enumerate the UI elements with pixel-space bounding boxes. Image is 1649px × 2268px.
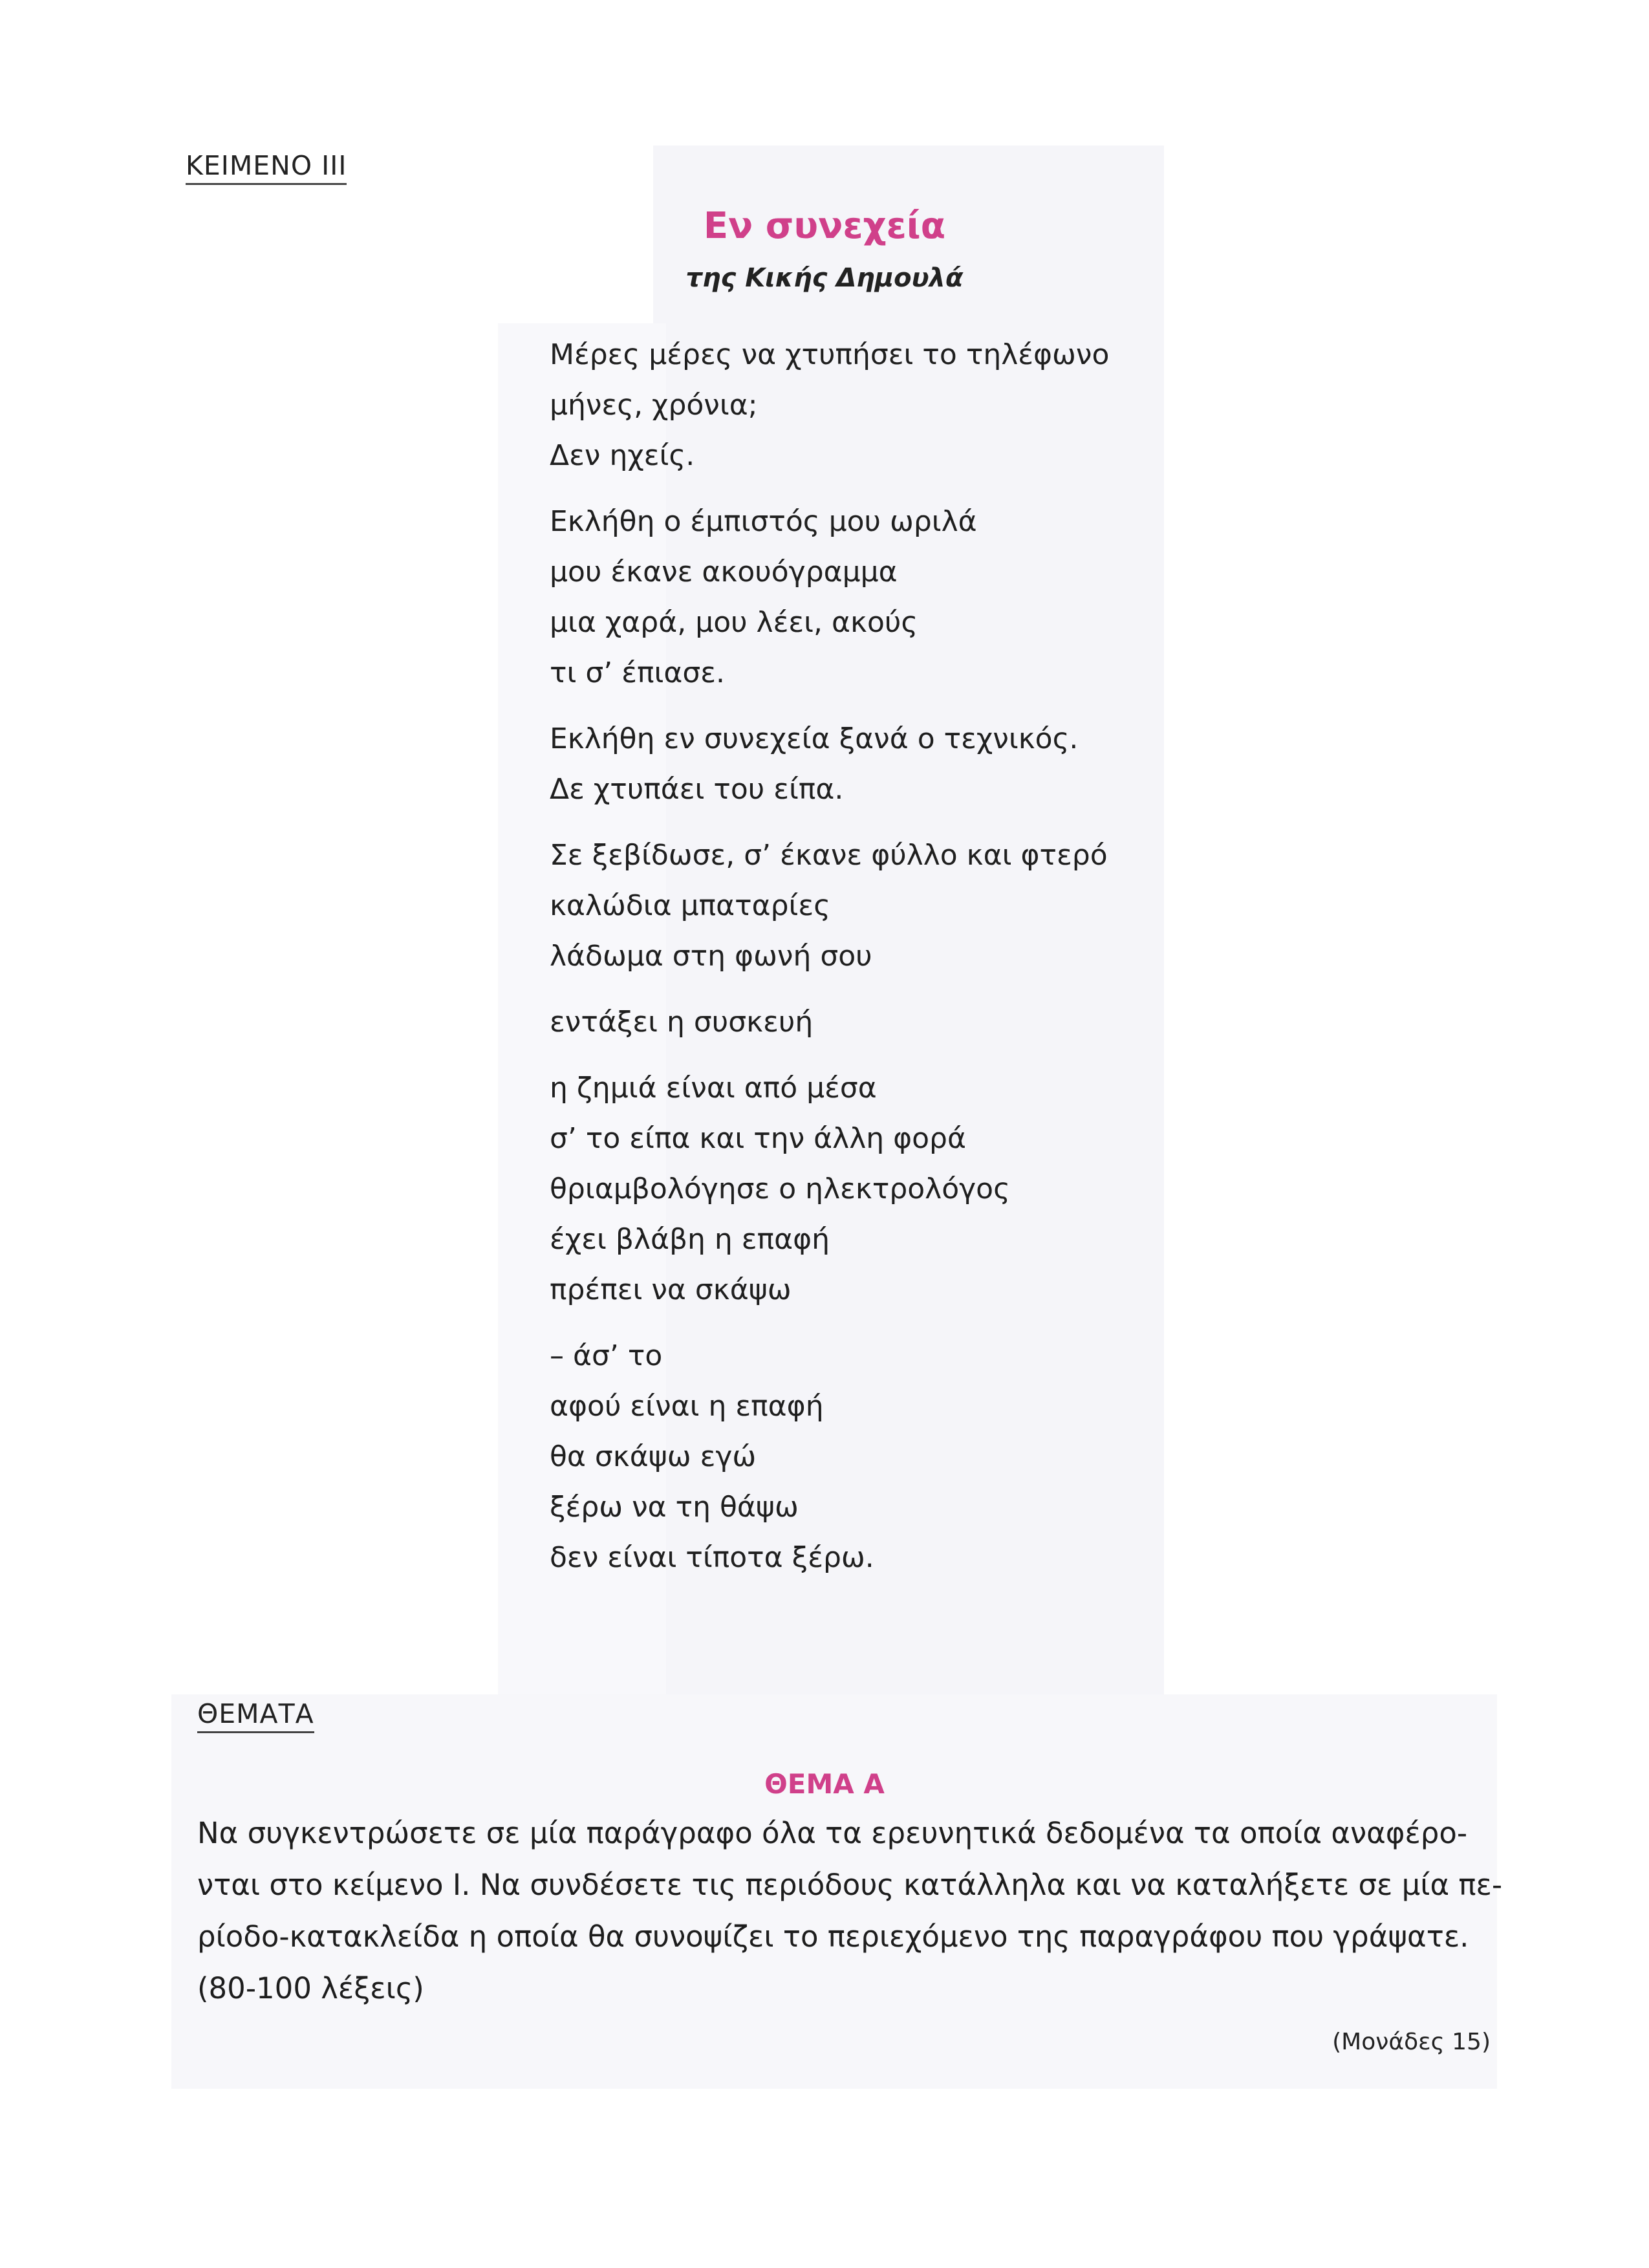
poem-line: εντάξει η συσκευή — [550, 1006, 814, 1039]
poem-line: καλώδια μπαταρίες — [550, 889, 831, 922]
poem-line: τι σ’ έπιασε. — [550, 656, 726, 689]
poem-line: Μέρες μέρες να χτυπήσει το τηλέφωνο — [550, 338, 1110, 371]
poem-stanza — [550, 997, 1326, 1048]
poem-body — [550, 330, 1326, 1599]
poem-line: μήνες, χρόνια; — [550, 389, 758, 422]
poem-line: θα σκάψω εγώ — [550, 1440, 757, 1473]
poem-line: μου έκανε ακουόγραμμα — [550, 556, 898, 589]
poem-line: ξέρω να τη θάψω — [550, 1491, 799, 1524]
poem-line: Εκλήθη εν συνεχεία ξανά ο τεχνικός. — [550, 722, 1079, 755]
poem-line: Εκλήθη ο έμπιστός μου ωριλά — [550, 505, 977, 538]
poem-title: Εν συνεχεία — [703, 205, 946, 247]
poem-stanza — [550, 1331, 1326, 1583]
poem-stanza — [550, 497, 1326, 698]
poem-line: Δεν ηχείς. — [550, 439, 695, 472]
poem-line: πρέπει να σκάψω — [550, 1273, 792, 1306]
thema-a-line: (80-100 λέξεις) — [197, 1971, 424, 2005]
thema-a-line: ρίοδο-κατακλείδα η οποία θα συνοψίζει το περιεχόμενο της παραγράφου που γράψατε. — [197, 1919, 1469, 1954]
poem-line: Σε ξεβίδωσε, σ’ έκανε φύλλο και φτερό — [550, 839, 1108, 872]
poem-line: θριαμβολόγησε ο ηλεκτρολόγος — [550, 1172, 1010, 1205]
poem-line: μια χαρά, μου λέει, ακούς — [550, 606, 918, 639]
poem-line: – άσ’ το — [550, 1339, 663, 1372]
section-label-keimeno: ΚΕΙΜΕΝΟ ΙΙΙ — [186, 153, 347, 185]
poem-line: σ’ το είπα και την άλλη φορά — [550, 1122, 966, 1155]
thema-a-title: ΘΕΜΑ Α — [764, 1768, 885, 1800]
section-label-themata: ΘΕΜΑΤΑ — [197, 1701, 314, 1733]
thema-a-text — [197, 1808, 1503, 2014]
thema-a-line: Να συγκεντρώσετε σε μία παράγραφο όλα τα ερευνητικά δεδομένα τα οποία αναφέρο- — [197, 1816, 1468, 1850]
poem-line: Δε χτυπάει του είπα. — [550, 773, 844, 806]
poem-author: της Κικής Δημουλά — [685, 263, 964, 293]
poem-line: η ζημιά είναι από μέσα — [550, 1072, 877, 1105]
poem-stanza — [550, 714, 1326, 815]
poem-line: δεν είναι τίποτα ξέρω. — [550, 1541, 874, 1574]
poem-line: έχει βλάβη η επαφή — [550, 1223, 830, 1256]
thema-a-line: νται στο κείμενο Ι. Να συνδέσετε τις περιόδους κατάλληλα και να καταλήξετε σε μία πε- — [197, 1868, 1503, 1902]
poem-line: αφού είναι η επαφή — [550, 1390, 824, 1423]
poem-line: λάδωμα στη φωνή σου — [550, 940, 872, 973]
poem-stanza — [550, 830, 1326, 982]
poem-stanza — [550, 330, 1326, 481]
poem-stanza — [550, 1063, 1326, 1315]
thema-a-points: (Μονάδες 15) — [1332, 2029, 1491, 2055]
